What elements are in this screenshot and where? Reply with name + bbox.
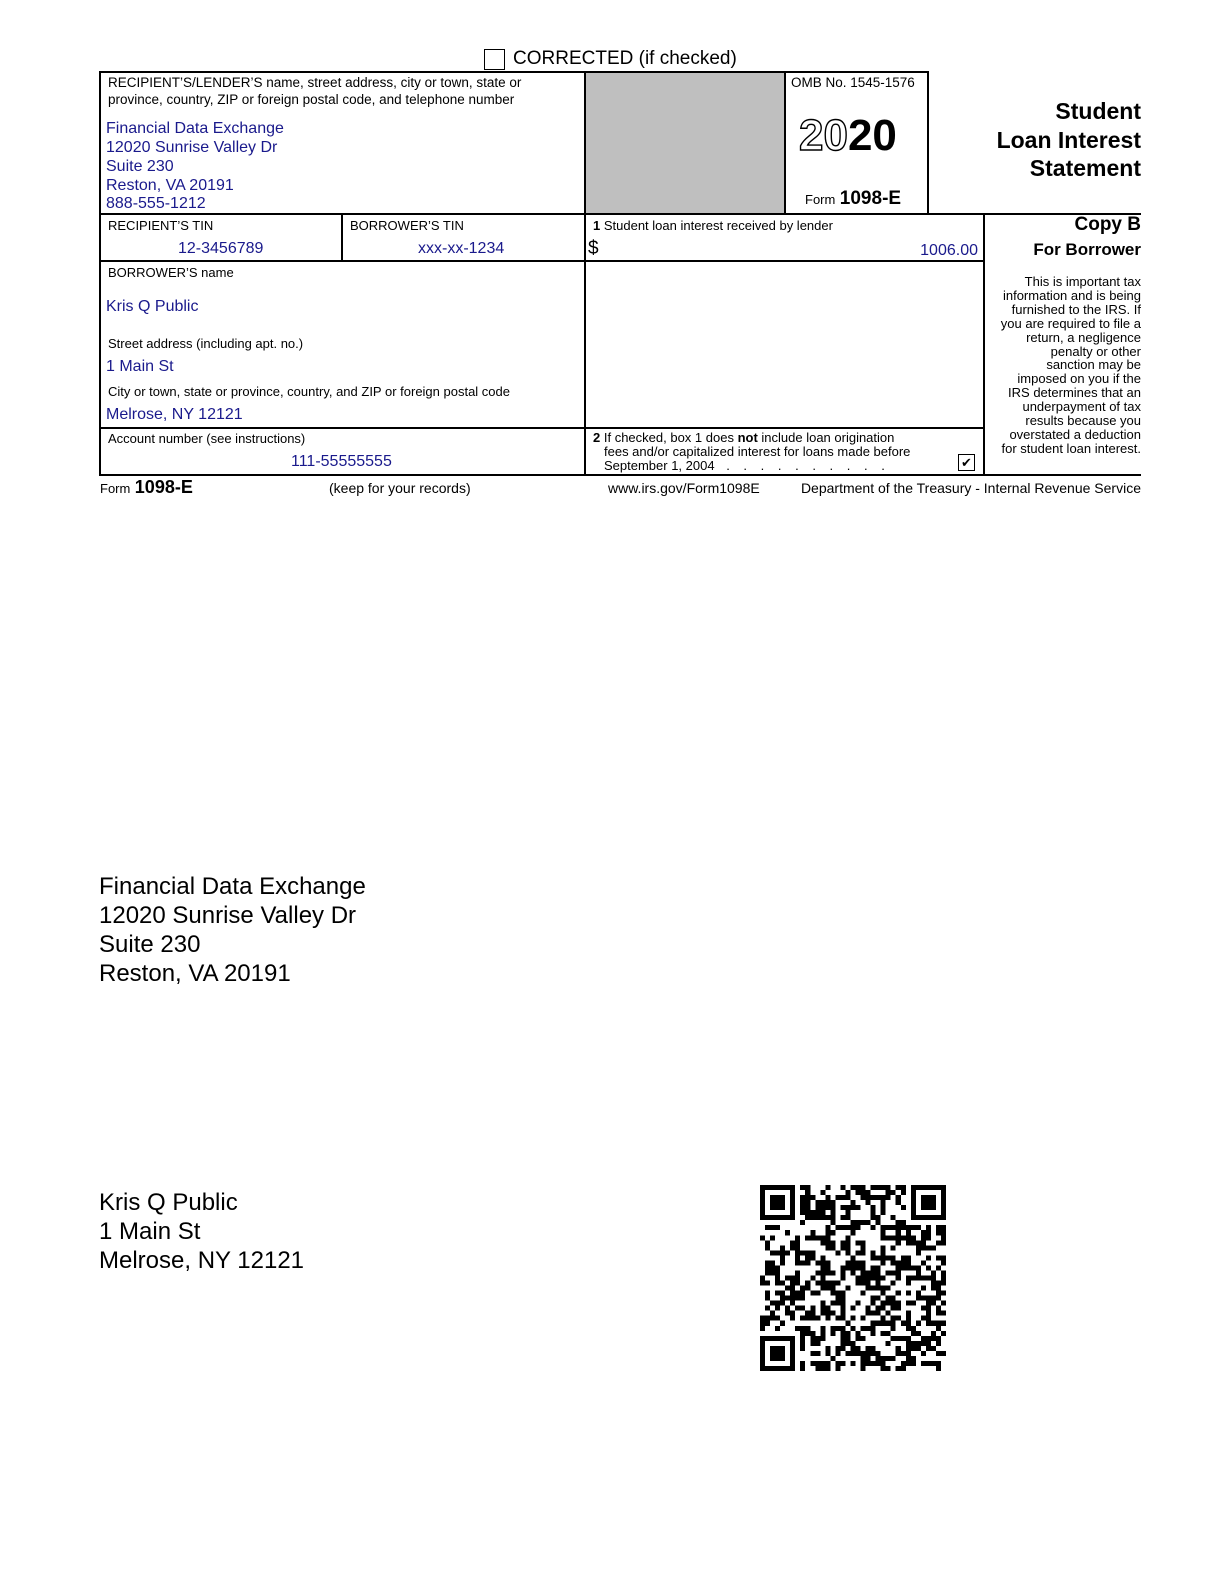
tax-year-outline: 20 [799, 111, 848, 160]
form-col-border [927, 71, 929, 214]
box1-amount: 1006.00 [920, 242, 978, 259]
copy-notice-line: for student loan interest. [1001, 440, 1141, 456]
box1-number: 1 [593, 218, 601, 233]
borrower-tin-value: xxx-xx-1234 [418, 240, 505, 257]
box2-line2: fees and/or capitalized interest for loans made before [604, 444, 911, 459]
recipient-phone: 888-555-1212 [106, 195, 206, 212]
copy-subtitle: For Borrower [1033, 240, 1141, 259]
borrower-street-label: Street address (including apt. no.) [108, 336, 304, 351]
box2-line1 [593, 431, 894, 445]
form-prefix: Form [805, 192, 836, 207]
mailing-recipient-line: 1 Main St [99, 1218, 201, 1245]
borrower-city-label: City or town, state or province, country, and ZIP or foreign postal code [108, 384, 510, 399]
mailing-recipient-line: Melrose, NY 12121 [99, 1247, 305, 1274]
mailing-recipient-line: Kris Q Public [99, 1189, 238, 1216]
title-line: Student [1055, 98, 1141, 124]
tax-year-bold: 20 [847, 111, 897, 160]
recipient-suite: Suite 230 [106, 158, 174, 175]
borrower-name-label: BORROWER’S name [108, 265, 234, 280]
recipient-name: Financial Data Exchange [106, 120, 284, 137]
borrower-name: Kris Q Public [106, 298, 199, 315]
box2-date: September 1, 2004 [604, 458, 715, 473]
form-number: 1098-E [839, 188, 902, 209]
recipient-street: 12020 Sunrise Valley Dr [106, 139, 278, 156]
mailing-sender-line: Financial Data Exchange [99, 873, 366, 900]
form-row-border [99, 213, 1141, 215]
form-top-border [99, 71, 928, 73]
box2-check-mark: ✔ [961, 455, 972, 470]
mailing-sender-line: 12020 Sunrise Valley Dr [99, 902, 357, 929]
copy-notice-line: This is important tax [1024, 274, 1141, 289]
mailing-sender-address [99, 872, 366, 988]
copy-notice-line: IRS determines that an [1008, 385, 1141, 401]
qr-code [760, 1185, 946, 1371]
recipient-label: province, country, ZIP or foreign postal code, and telephone number [108, 92, 515, 107]
tax-year [799, 112, 897, 160]
account-number: 111-55555555 [291, 453, 392, 470]
footer-department: Department of the Treasury - Internal Revenue Service [800, 480, 1141, 496]
box2-text-bold: not [737, 430, 758, 445]
copy-notice-line: sanction may be [1046, 357, 1141, 373]
copy-notice-line: you are required to file a [1000, 315, 1141, 331]
footer-url: www.irs.gov/Form1098E [608, 480, 760, 496]
copy-notice-line: information and is being [1002, 287, 1141, 303]
form-col-border [341, 213, 343, 261]
copy-notice-line: return, a negligence [1026, 329, 1141, 345]
mailing-sender-line: Reston, VA 20191 [99, 960, 291, 987]
title-line: Statement [1029, 155, 1141, 181]
footer-form-number: 1098-E [134, 477, 193, 497]
mailing-sender-line: Suite 230 [99, 931, 201, 958]
copy-notice-line: overstated a deduction [1009, 426, 1141, 442]
copy-notice-line: penalty or other [1050, 343, 1141, 359]
recipient-label: RECIPIENT’S/LENDER’S name, street address, city or town, state or [108, 75, 522, 90]
box1-label [593, 218, 833, 233]
title-line: Loan Interest [996, 126, 1141, 153]
account-label: Account number (see instructions) [108, 431, 306, 446]
form-col-border [784, 71, 786, 214]
form-id [805, 188, 901, 210]
borrower-city: Melrose, NY 12121 [106, 406, 243, 423]
form-title [997, 97, 1141, 183]
recipient-city: Reston, VA 20191 [106, 177, 234, 194]
mailing-recipient-address [99, 1188, 304, 1275]
form-row-border [99, 260, 984, 262]
box1-currency: $ [588, 238, 599, 259]
box2-leader-dots: . . . . . . . . . . [726, 458, 890, 473]
box2-checkbox[interactable] [958, 454, 975, 471]
copy-notice-line: results because you [1025, 413, 1141, 429]
recipient-tin-label: RECIPIENT’S TIN [108, 218, 214, 233]
copy-notice-line: imposed on you if the [1017, 371, 1141, 387]
shaded-box [586, 73, 784, 213]
borrower-tin-label: BORROWER’S TIN [350, 218, 464, 233]
footer-keep: (keep for your records) [329, 480, 471, 496]
box2-line3 [604, 459, 890, 473]
box2-text: include loan origination [757, 430, 895, 445]
recipient-tin-value: 12-3456789 [178, 240, 264, 257]
copy-title: Copy B [1074, 214, 1141, 235]
box2-number: 2 [593, 430, 601, 445]
copy-notice-line: furnished to the IRS. If [1011, 301, 1141, 317]
corrected-label: CORRECTED (if checked) [513, 48, 737, 69]
form-row-border [99, 427, 984, 429]
form-left-border [99, 71, 101, 476]
corrected-checkbox[interactable] [484, 49, 505, 70]
footer-form-id [100, 477, 193, 498]
copy-notice [1001, 275, 1141, 456]
box1-text: Student loan interest received by lender [603, 218, 833, 233]
box2-text: If checked, box 1 does [603, 430, 738, 445]
form-col-border [983, 213, 985, 475]
footer-form-prefix: Form [100, 481, 131, 496]
borrower-street: 1 Main St [106, 358, 174, 375]
form-bottom-border [99, 474, 1141, 476]
copy-notice-line: underpayment of tax [1022, 399, 1141, 415]
omb-number: OMB No. 1545-1576 [791, 75, 915, 90]
